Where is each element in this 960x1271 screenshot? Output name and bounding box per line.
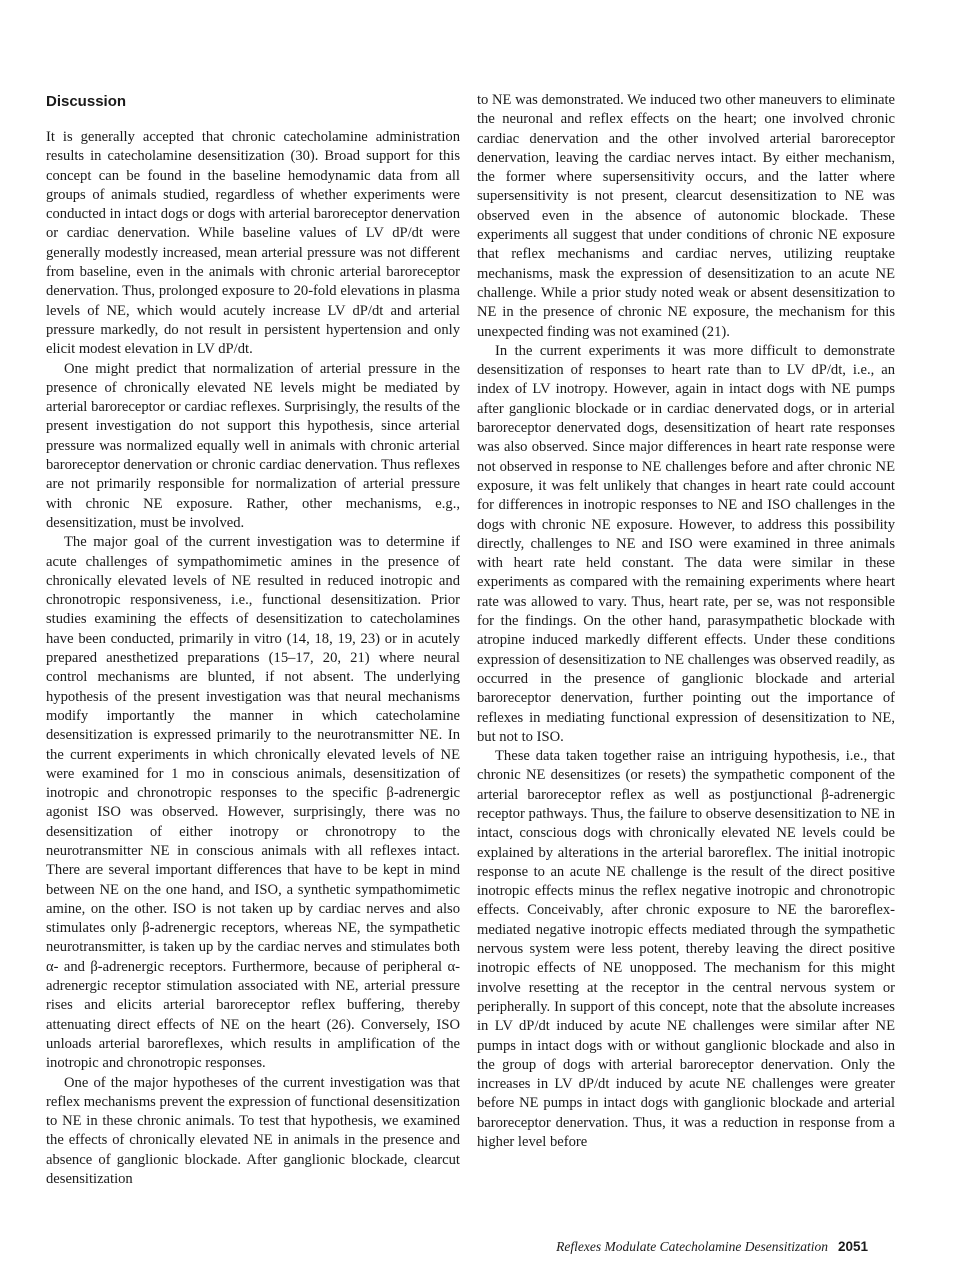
paragraph: One of the major hypotheses of the current investigation was that reflex mechanisms prevent the expression of functional desensitization to NE in these chronic animals. To test that hypothesis, we examined the effects of chronically elevated NE in animals in the presence and absence of ganglionic blockade. After ganglionic blockade, clearcut desensitization	[46, 1074, 460, 1188]
paragraph: These data taken together raise an intriguing hypothesis, i.e., that chronic NE desensitizes (or resets) the sympathetic component of the arterial baroreceptor reflex as well as postjunctional β-adrenergic receptor pathways. Thus, the failure to observe desensitization to NE in intact, conscious dogs with chronically elevated NE levels could be explained by alterations in the arterial baroreflex. The initial inotropic response to an acute NE challenge is the result of the direct positive inotropic effects minus the reflex negative inotropic and chronotropic effects. Conceivably, after chronic exposure to NE the baroreflex-mediated negative inotropic effects mediated through the sympathetic nervous system were less potent, thereby leaving the direct positive inotropic effects of NE unopposed. The mechanism for this might involve resetting at the receptor in the central nervous system or peripherally. In support of this concept, note that the absolute increases in LV dP/dt induced by acute NE challenges were similar after NE pumps in intact dogs with or without ganglionic blockade and also in the group of dogs with arterial baroreceptor denervation. Only the increases in LV dP/dt induced by acute NE challenges were greater before NE pumps in intact dogs with ganglionic blockade and arterial baroreceptor denervation. Thus, it was a reduction in response from a higher level before	[477, 748, 895, 1151]
left-column	[46, 92, 460, 1189]
page-number: 2051	[838, 1239, 869, 1254]
right-column	[477, 91, 895, 1152]
paragraph: to NE was demonstrated. We induced two other maneuvers to eliminate the neuronal and reflex effects on the heart; one involved chronic cardiac denervation and the other involved arterial baroreceptor denervation, leaving the cardiac nerves intact. By either mechanism, the former where supersensitivity occurs, and the latter where supersensitivity is not present, clearcut desensitization to NE was observed even in the absence of autonomic blockade. These experiments all suggest that under conditions of chronic NE exposure that reflex mechanisms and cardiac nerves, utilizing reuptake mechanisms, mask the expression of desensitization to an acute NE challenge. While a prior study noted weak or absent desensitization to NE in the presence of chronic NE exposure, the mechanism for this unexpected finding was not examined (21).	[477, 92, 896, 340]
running-title: Reflexes Modulate Catecholamine Desensitization	[556, 1239, 828, 1254]
section-heading: Discussion	[46, 93, 127, 110]
paragraph: One might predict that normalization of arterial pressure in the presence of chronically elevated NE levels might be mediated by arterial baroreceptor or cardiac reflexes. Surprisingly, the results of the present investigation do not support this hypothesis, since arterial pressure was normalized equally well in animals with chronic arterial baroreceptor denervation or chronic cardiac denervation. Thus reflexes are not primarily responsible for normalization of arterial pressure with chronic NE exposure. Rather, other mechanisms, e.g., desensitization, must be involved.	[46, 360, 460, 531]
paragraph: It is generally accepted that chronic catecholamine administration results in catecholamine desensitization (30). Broad support for this concept can be found in the baseline hemodynamic data from all groups of animals studied, regardless of whether experiments were conducted in intact dogs or dogs with arterial baroreceptor denervation or cardiac denervation. While baseline values of LV dP/dt were generally modestly increased, mean arterial pressure was not different from baseline, even in the animals with chronic arterial baroreceptor denervation. Thus, prolonged exposure to 20-fold elevations in plasma levels of NE, which would acutely increase LV dP/dt and arterial pressure markedly, do not result in persistent hypertension and only elicit modest elevation in LV dP/dt.	[46, 129, 460, 358]
paragraph: The major goal of the current investigation was to determine if acute challenges of sympathomimetic amines in the presence of chronically elevated levels of NE resulted in reduced inotropic and chronotropic responsiveness, i.e., functional desensitization. Prior studies examining the effects of desensitization to catecholamines have been conducted, primarily in vitro (14, 18, 19, 23) or in acutely prepared anesthetized preparations (15–17, 20, 21) where neural control mechanisms are blunted, if not absent. The underlying hypothesis of the present investigation was that neural mechanisms modify importantly the manner in which catecholamine desensitization is expressed primarily to the neurotransmitter NE. In the current experiments in which chronically elevated levels of NE were examined for 1 mo in conscious animals, desensitization of inotropic and chronotropic responses to the specific β-adrenergic agonist ISO was observed. However, surprisingly, there was no desensitization of either inotropy or chronotropy to the neurotransmitter NE in conscious animals with all reflexes intact. There are several important differences that have to be kept in mind between NE on the one hand, and ISO, a synthetic sympathomimetic amine, on the other. ISO is not taken up by cardiac nerves and also stimulates only β-adrenergic receptors, whereas NE, the sympathetic neurotransmitter, is taken up by the cardiac nerves and stimulates both α- and β-adrenergic receptors. Furthermore, because of peripheral α-adrenergic receptor stimulation associated with NE, arterial pressure rises and elicits arterial baroreceptor reflex buffering, thereby attenuating direct effects of NE on the heart (26). Conversely, ISO unloads arterial baroreflexes, which results in amplification of the inotropic and chronotropic responses.	[46, 534, 460, 1072]
page-footer	[0, 1238, 960, 1260]
paragraph: In the current experiments it was more difficult to demonstrate desensitization of responses to heart rate than to LV dP/dt, i.e., an index of LV inotropy. However, again in intact dogs with NE pumps after ganglionic blockade or in cardiac denervated dogs, or in arterial baroreceptor denervated dogs, desensitization of heart rate responses was also observed. Since major differences in heart rate response were not observed in response to NE challenges before and after chronic NE exposure, it was felt unlikely that changes in heart rate could account for differences in inotropic responses to NE and ISO challenges in the dogs with chronic NE exposure. However, to address this possibility directly, challenges to NE and ISO were examined in three animals with heart rate held constant. The data were similar in these experiments as compared with the remaining experiments where heart rate was allowed to vary. Thus, heart rate, per se, was not responsible for the findings. On the other hand, parasympathetic blockade with atropine induced markedly different effects. Under these conditions expression of desensitization to NE challenges was observed readily, as occurred in the presence of ganglionic blockade and arterial baroreceptor denervation, further pointing out the importance of reflexes in mediating functional expression of desensitization to NE, but not to ISO.	[477, 342, 895, 745]
